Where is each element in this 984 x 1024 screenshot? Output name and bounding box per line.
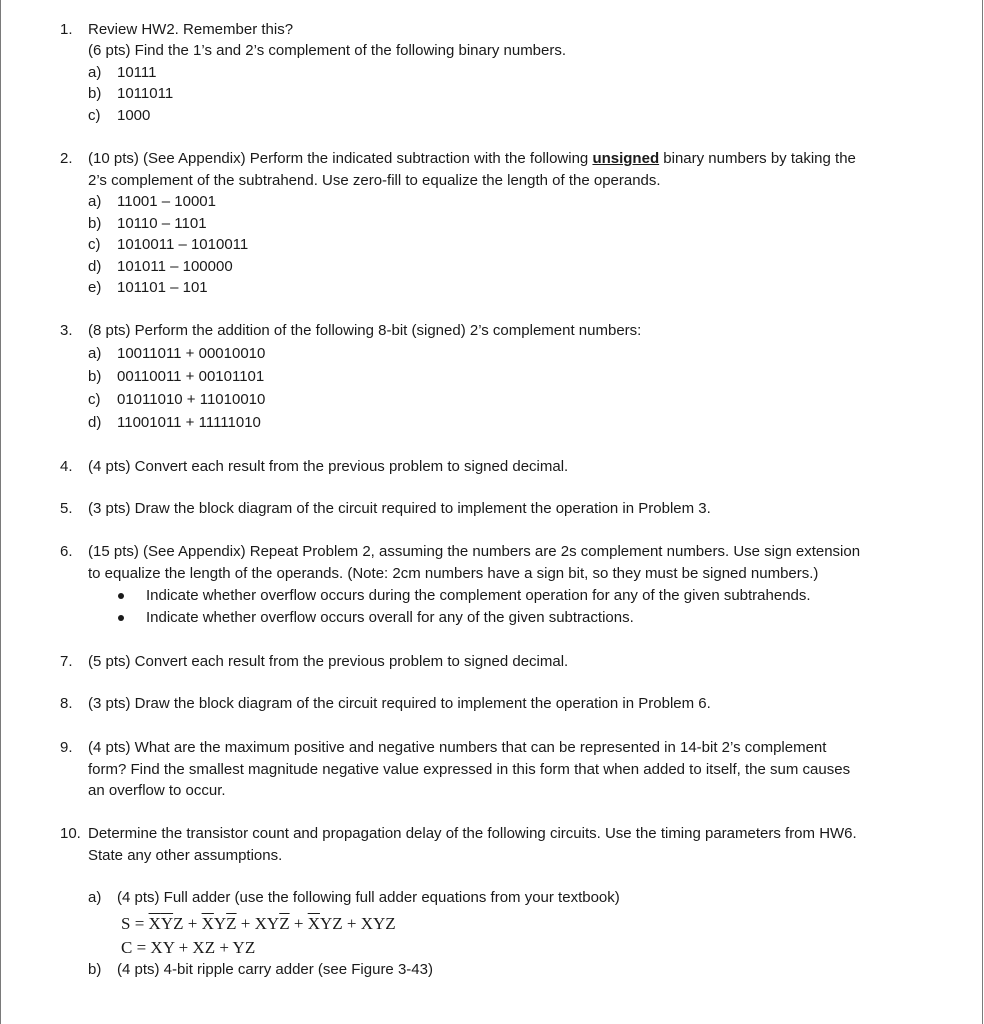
item-label: b) — [88, 215, 102, 232]
problem-number: 7. — [60, 653, 73, 670]
item-label: a) — [88, 193, 102, 210]
item-text: 10110 – 1101 — [117, 215, 207, 232]
eq-plus: + — [342, 914, 361, 933]
item-text: 1011011 — [117, 85, 174, 102]
problem-number: 10. — [60, 825, 81, 842]
eq-lhs: S = — [121, 914, 149, 933]
problem-number: 8. — [60, 695, 73, 712]
problem-number: 3. — [60, 322, 73, 339]
item-label: a) — [88, 889, 102, 906]
bullet-icon — [118, 593, 124, 599]
item-label: d) — [88, 258, 102, 275]
eq-term: YZ — [319, 914, 343, 933]
page-edge-right — [982, 0, 983, 1024]
problem-number: 6. — [60, 543, 73, 560]
equation-sum — [121, 914, 396, 934]
problem-text — [88, 149, 856, 169]
item-label: b) — [88, 368, 102, 385]
problem-text: (3 pts) Draw the block diagram of the circuit required to implement the operation in Problem 3. — [88, 500, 711, 517]
item-label: a) — [88, 345, 102, 362]
problem-text: Review HW2. Remember this? — [88, 21, 294, 38]
item-text: 1010011 – 1010011 — [117, 236, 249, 253]
item-text: 00110011 + 00101101 — [117, 368, 265, 385]
bullet-text: Indicate whether overflow occurs overall for any of the given subtractions. — [146, 609, 634, 626]
item-text: 10011011 + 00010010 — [117, 345, 266, 362]
problem-text: to equalize the length of the operands. (Note: 2cm numbers have a sign bit, so they must be signed numbers.) — [88, 565, 819, 582]
eq-term: $\overline{X}$ — [201, 914, 214, 933]
problem-text: 2’s complement of the subtrahend. Use zero-fill to equalize the length of the operands. — [88, 172, 661, 189]
emphasis-unsigned: unsigned — [592, 150, 660, 167]
eq-term: Y — [213, 914, 227, 933]
item-text: 10111 — [117, 64, 157, 81]
item-label: c) — [88, 391, 101, 408]
problem-text: (15 pts) (See Appendix) Repeat Problem 2, assuming the numbers are 2s complement numbers. Use sign extension — [88, 543, 861, 560]
item-text: 01011010 + 11010010 — [117, 391, 266, 408]
item-text: (4 pts) Full adder (use the following full adder equations from your textbook) — [117, 889, 620, 906]
problem-text: (5 pts) Convert each result from the previous problem to signed decimal. — [88, 653, 569, 670]
eq-term: Z — [173, 914, 184, 933]
equation-carry: C = XY + XZ + YZ — [121, 938, 256, 957]
item-text: 11001 – 10001 — [117, 193, 216, 210]
problem-number: 2. — [60, 150, 73, 167]
item-text: 1000 — [117, 107, 151, 124]
item-label: c) — [88, 236, 101, 253]
problem-number: 4. — [60, 458, 73, 475]
problem-text: (3 pts) Draw the block diagram of the circuit required to implement the operation in Problem 6. — [88, 695, 711, 712]
eq-term: $\overline{X}$ — [307, 914, 320, 933]
problem-text: form? Find the smallest magnitude negative value expressed in this form that when added to itself, the sum causes — [88, 761, 851, 778]
item-label: c) — [88, 107, 101, 124]
eq-term: $\overline{X}$ — [148, 914, 161, 933]
item-label: a) — [88, 64, 102, 81]
item-label: e) — [88, 279, 102, 296]
eq-plus: + — [289, 914, 308, 933]
item-text: 11001011 + 11111010 — [117, 414, 261, 431]
item-label: d) — [88, 414, 102, 431]
eq-term: XY — [254, 914, 280, 933]
eq-plus: + — [236, 914, 255, 933]
eq-plus: + — [183, 914, 202, 933]
problem-text: (4 pts) Convert each result from the previous problem to signed decimal. — [88, 458, 569, 475]
eq-term: $\overline{Z}$ — [279, 914, 290, 933]
problem-number: 1. — [60, 21, 73, 38]
bullet-text: Indicate whether overflow occurs during the complement operation for any of the given subtrahends. — [146, 587, 811, 604]
bullet-icon — [118, 615, 124, 621]
item-label: b) — [88, 961, 102, 978]
item-text: (4 pts) 4-bit ripple carry adder (see Figure 3-43) — [117, 961, 433, 978]
page-edge-left — [0, 0, 1, 1024]
item-text: 101011 – 100000 — [117, 258, 233, 275]
problem-text: State any other assumptions. — [88, 847, 283, 864]
eq-term: $\overline{Y}$ — [160, 914, 174, 933]
item-text: 101101 – 101 — [117, 279, 208, 296]
problem-text: (6 pts) Find the 1’s and 2’s complement of the following binary numbers. — [88, 42, 567, 59]
problem-text: (8 pts) Perform the addition of the following 8-bit (signed) 2’s complement numbers: — [88, 322, 642, 339]
problem-number: 5. — [60, 500, 73, 517]
problem-text: Determine the transistor count and propagation delay of the following circuits. Use the timing parameters from HW6. — [88, 825, 857, 842]
eq-term: $\overline{Z}$ — [226, 914, 237, 933]
text-run: (10 pts) (See Appendix) Perform the indicated subtraction with the following — [88, 150, 593, 167]
item-label: b) — [88, 85, 102, 102]
text-run: binary numbers by taking the — [659, 150, 856, 167]
eq-term: XYZ — [360, 914, 396, 933]
problem-text: (4 pts) What are the maximum positive and negative numbers that can be represented in 14-bit 2’s complement — [88, 739, 827, 756]
problem-text: an overflow to occur. — [88, 782, 226, 799]
problem-number: 9. — [60, 739, 73, 756]
